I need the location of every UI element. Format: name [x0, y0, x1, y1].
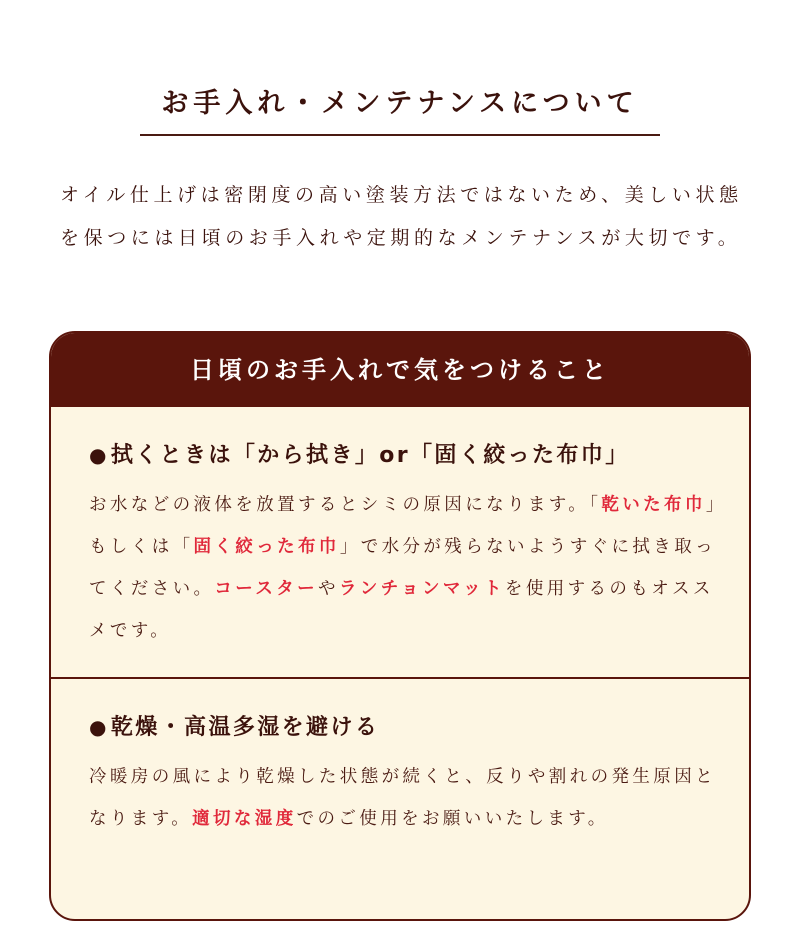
- highlight-text: コースター: [214, 579, 319, 599]
- bullet-icon: ●: [89, 443, 109, 467]
- page-title: お手入れ・メンテナンスについて: [161, 88, 639, 119]
- body-text: でのご使用をお願いいたします。: [296, 809, 609, 829]
- highlight-text: 適切な湿度: [192, 809, 297, 829]
- body-text: お水などの液体を放置するとシミの原因になります。「: [89, 495, 602, 515]
- care-tips-panel: [49, 331, 751, 921]
- highlight-text: ランチョンマット: [338, 579, 505, 599]
- body-text: や: [318, 579, 339, 599]
- highlight-text: 固く絞った布巾: [193, 537, 340, 557]
- section-heading: [89, 433, 729, 478]
- tip-section-humidity: [89, 705, 729, 840]
- body-text: 」で水分が残らないようすぐに拭き取ってください。: [89, 537, 717, 599]
- section-heading-text: 乾燥・高温多湿を避ける: [110, 715, 380, 740]
- highlight-text: 乾いた布巾: [601, 495, 706, 515]
- section-heading-text: 拭くときは「から拭き」or「固く絞った布巾」: [110, 443, 630, 468]
- intro-text: オイル仕上げは密閉度の高い塗装方法ではないため、美しい状態を保つには日頃のお手入れや定期的なメンテナンスが大切です。: [60, 184, 743, 249]
- section-divider: [51, 677, 749, 679]
- body-text: を使用するのもオススメです。: [89, 579, 714, 641]
- body-text: 冷暖房の風により乾燥した状態が続くと、反りや割れの発生原因となります。: [89, 767, 716, 829]
- section-body: [89, 484, 729, 652]
- title-underline: [140, 134, 660, 136]
- bullet-icon: ●: [89, 715, 109, 739]
- body-text: 」もしくは「: [89, 495, 727, 557]
- tip-section-wiping: [89, 433, 729, 652]
- section-heading: [89, 705, 729, 750]
- section-body: [89, 756, 729, 840]
- panel-header: 日頃のお手入れで気をつけること: [51, 333, 749, 407]
